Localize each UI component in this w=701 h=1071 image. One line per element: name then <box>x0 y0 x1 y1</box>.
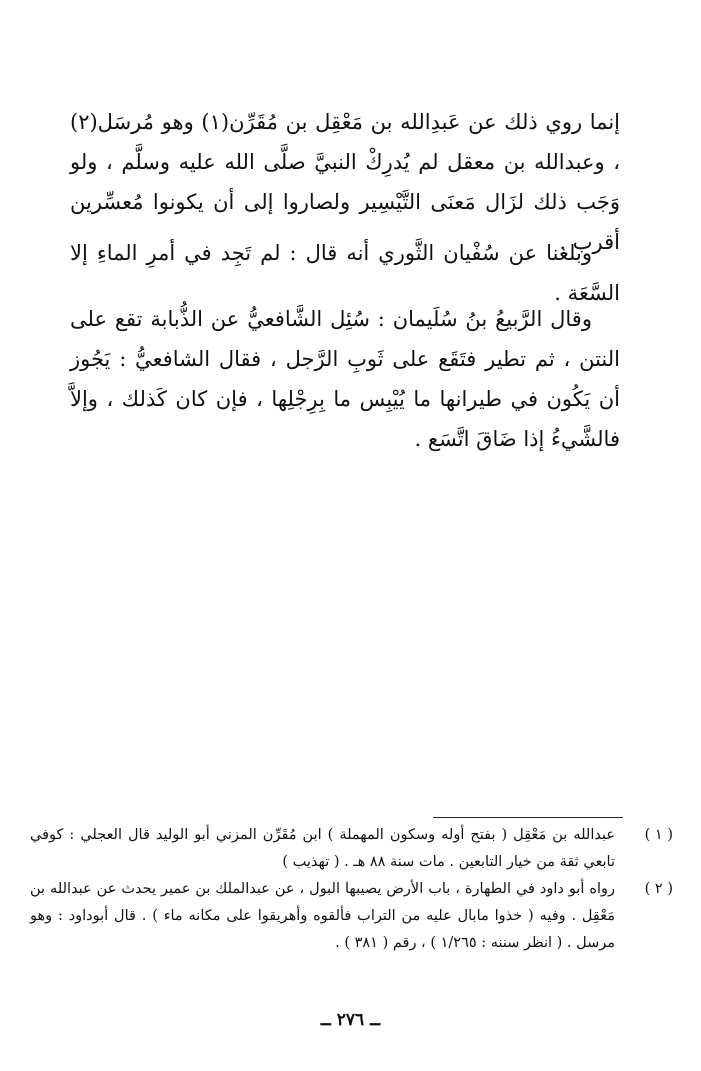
body-paragraph-3: وقال الرَّبيعُ بنُ سُلَيمان : سُئِل الشَّافعيُّ عن الذُّبابة تقع على النتن ، ثم تطير فتَقَع على ثَوبِ الرَّجل ، فقال الشافعيُّ : يَجُوز أن يَكُون في طيرانها ما يُيْبِس ما بِرِجْلِها ، فإن كان كَذلك ، وإلاَّ فالشَّيءُ إذا ضَاقَ اتَّسَع . <box>70 307 620 451</box>
footnote-2-number: ( ٢ ) <box>644 881 673 897</box>
footnote-2 <box>30 876 673 957</box>
footnote-1-text: عبدالله بن مَعْقِل ( بفتح أوله وسكون المهملة ) ابن مُقَرِّن المزني أبو الوليد قال العجلي : كوفي تابعي ثقة من خيار التابعين . مات سنة ٨٨ هـ . ( تهذيب ) <box>30 827 615 870</box>
body-paragraph-2: وبلغنا عن سُفْيان الثَّوري أنه قال : لم تَجِد في أمرِ الماءِ إلا السَّعَة . <box>70 241 620 305</box>
footnote-separator <box>433 817 623 818</box>
footnote-1-number: ( ١ ) <box>644 827 673 843</box>
body-paragraph-1: إنما روي ذلك عن عَبدِالله بن مَعْقِل بن مُقَرِّن(١) وهو مُرسَل(٢) ، وعبدالله بن معقل لم يُدرِكْ النبيَّ صلَّى الله عليه وسلَّم ، ولو وَجَب ذلك لزَال مَعنَى التَّيْسِير ولصاروا إلى أن يكونوا مُعسِّرين أقرب . <box>70 110 621 254</box>
footnote-1 <box>30 822 673 876</box>
footnote-2-text: رواه أبو داود في الطهارة ، باب الأرض يصيبها البول ، عن عبدالملك بن عمير يحدث عن عبدالله بن مَعْقِل . وفيه ( خذوا مابال عليه من التراب فألقوه وأهريقوا على مكانه ماء ) . قال أبوداود : وهو مرسل . ( انظر سننه : ١/٢٦٥ ) ، رقم ( ٣٨١ ) . <box>30 881 615 951</box>
page-number: ــ ٢٧٦ ــ <box>320 1010 381 1030</box>
